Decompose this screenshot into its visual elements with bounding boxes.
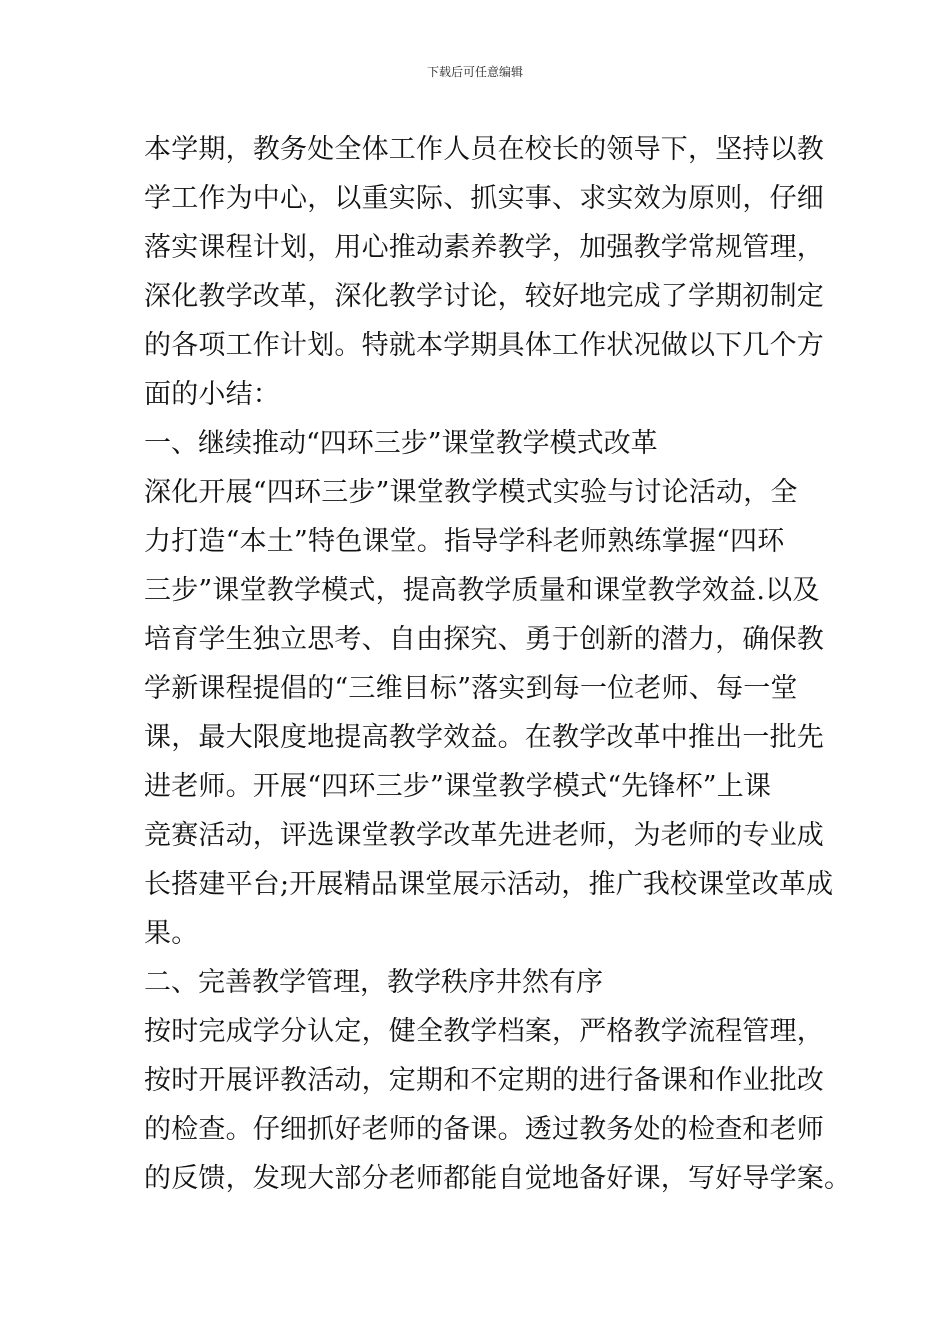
paragraph-2-line-6: 课，最大限度地提高教学效益。在教学改革中推出一批先: [144, 722, 824, 753]
paragraph-1-line-6: 面的小结：: [144, 379, 280, 410]
paragraph-2-line-3: 三步”课堂教学模式，提高教学质量和课堂教学效益.以及: [144, 575, 820, 606]
paragraph-1-line-1: 本学期，教务处全体工作人员在校长的领导下，坚持以教: [144, 134, 824, 165]
paragraph-2-line-10: 果。: [144, 918, 199, 949]
paragraph-2-line-1: 深化开展“四环三步”课堂教学模式实验与讨论活动，全: [144, 477, 798, 508]
paragraph-1-line-3: 落实课程计划，用心推动素养教学，加强教学常规管理，: [144, 232, 824, 263]
section-heading-1: 一、继续推动“四环三步”课堂教学模式改革: [144, 428, 658, 459]
paragraph-2-line-4: 培育学生独立思考、自由探究、勇于创新的潜力，确保教: [144, 624, 824, 655]
paragraph-1-line-5: 的各项工作计划。特就本学期具体工作状况做以下几个方: [144, 330, 824, 361]
paragraph-3-line-2: 按时开展评教活动，定期和不定期的进行备课和作业批改: [144, 1065, 824, 1096]
paragraph-2-line-9: 长搭建平台;开展精品课堂展示活动，推广我校课堂改革成: [144, 869, 834, 900]
section-heading-2: 二、完善教学管理，教学秩序井然有序: [144, 967, 603, 998]
paragraph-3-line-3: 的检查。仔细抓好老师的备课。透过教务处的检查和老师: [144, 1114, 824, 1145]
paragraph-1-line-4: 深化教学改革，深化教学讨论，较好地完成了学期初制定: [144, 281, 824, 312]
paragraph-2-line-5: 学新课程提倡的“三维目标”落实到每一位老师、每一堂: [144, 673, 798, 704]
document-body: [144, 125, 852, 1203]
paragraph-2-line-2: 力打造“本土”特色课堂。指导学科老师熟练掌握“四环: [144, 526, 785, 557]
paragraph-3-line-4: 的反馈，发现大部分老师都能自觉地备好课，写好导学案。: [144, 1163, 852, 1194]
paragraph-2-line-7: 进老师。开展“四环三步”课堂教学模式“先锋杯”上课: [144, 771, 772, 802]
paragraph-1-line-2: 学工作为中心，以重实际、抓实事、求实效为原则，仔细: [144, 183, 824, 214]
paragraph-2-line-8: 竞赛活动，评选课堂教学改革先进老师，为老师的专业成: [144, 820, 824, 851]
header-note: 下载后可任意编辑: [426, 65, 523, 79]
paragraph-3-line-1: 按时完成学分认定，健全教学档案，严格教学流程管理，: [144, 1016, 824, 1047]
